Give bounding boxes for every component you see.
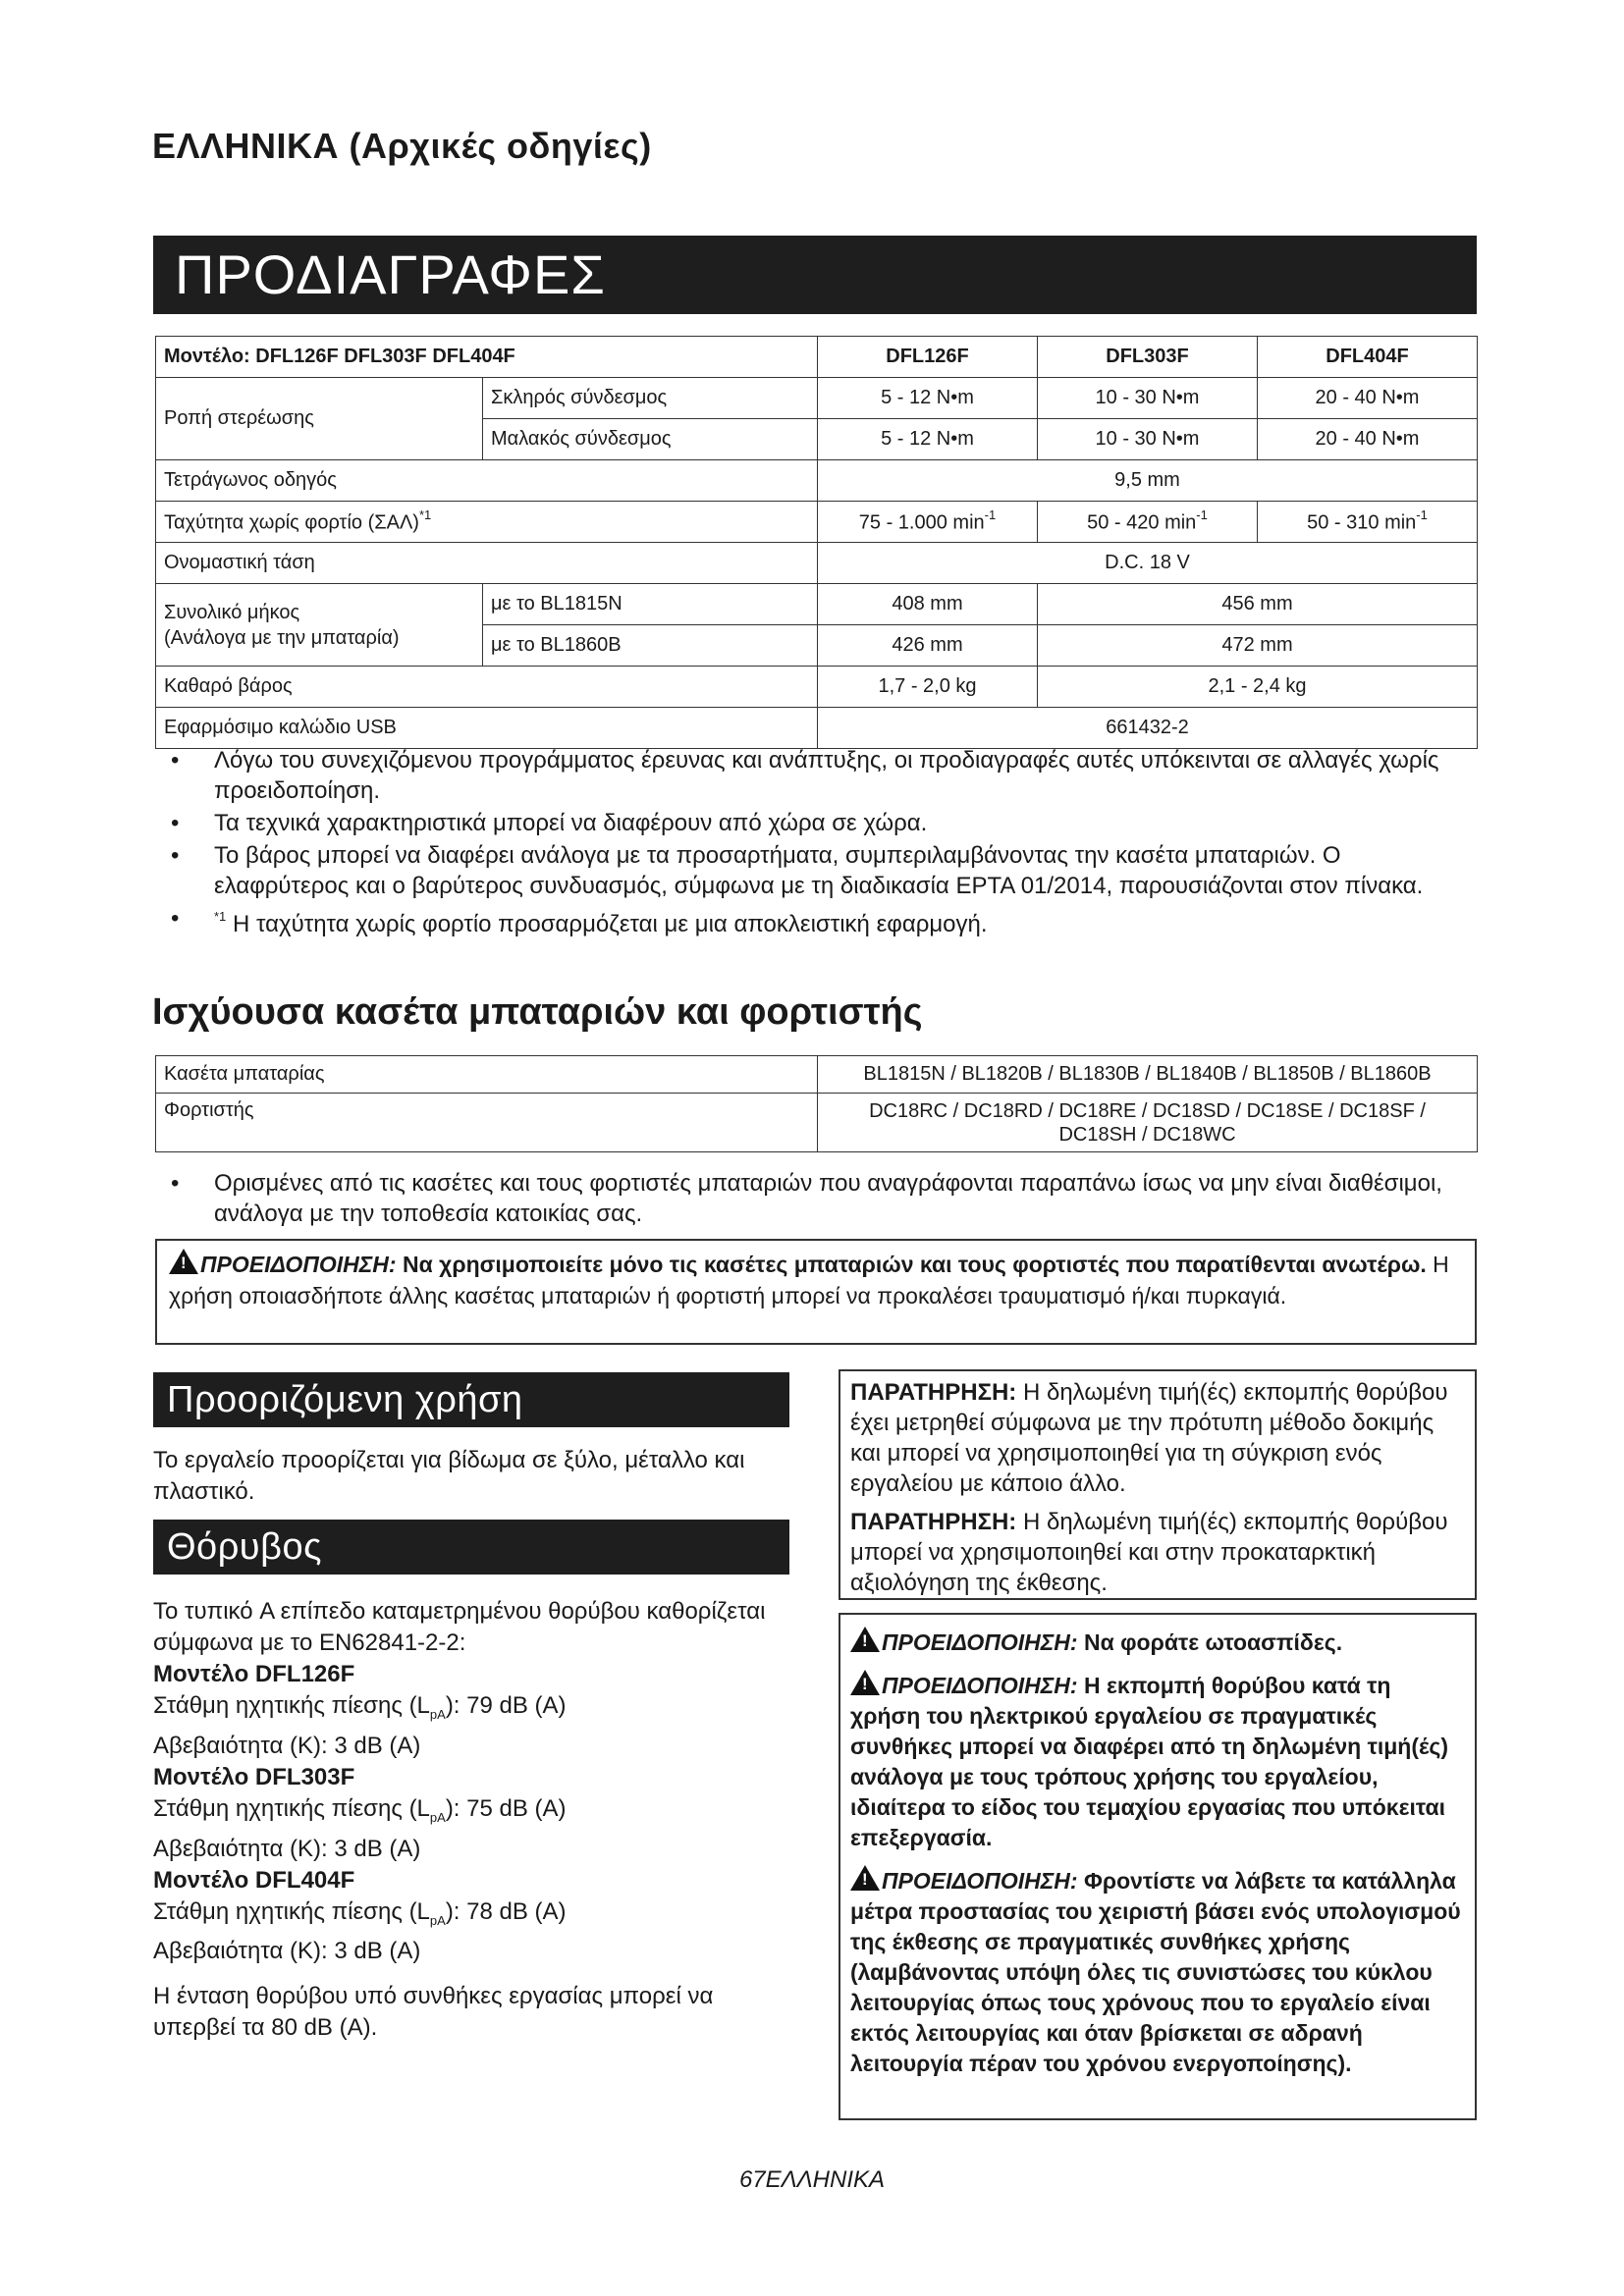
noise-section [153,1520,789,2044]
net-weight-label: Καθαρό βάρος [156,667,818,708]
footer-language: ΕΛΛΗΝΙΚΑ [765,2166,886,2193]
noise-uncertainty: Αβεβαιότητα (K): 3 dB (A) [153,1732,421,1759]
torque-label: Ροπή στερέωσης [156,378,483,460]
overall-length-label: Συνολικό μήκος (Ανάλογα με την μπαταρία) [156,584,483,667]
spec-value: 5 - 12 N•m [818,419,1038,460]
soft-joint-label: Μαλακός σύνδεσμος [483,419,818,460]
noise-model-name: Μοντέλο DFL404F [153,1866,355,1894]
battery-warning-box: !ΠΡΟΕΙΔΟΠΟΙΗΣΗ: Να χρησιμοποιείτε μόνο τις κασέτες μπαταριών και τους φορτιστές που παρατίθενται ανωτέρω. Η χρήση οποιασδήποτε άλλης κασέτας μπαταριών ή φορτιστή μπορεί να προκαλέσει τραυματισμό ή/και πυρκαγιά. [155,1239,1477,1345]
noise-warnings-box [839,1613,1477,2120]
intended-use-title: Προοριζόμενη χρήση [153,1372,789,1427]
spec-value: 50 - 310 $\min^{-1}$ [1258,502,1478,543]
note-paragraph: ΠΑΡΑΤΗΡΗΣΗ: Η δηλωμένη τιμή(ές) εκπομπής θορύβου μπορεί να χρησιμοποιηθεί και στην προκαταρκτική αξιολόγηση της έκθεσης. [850,1509,1448,1596]
spec-row-torque-hard [156,378,1478,419]
page-footer [0,2166,1624,2194]
model-name: DFL404F [1258,337,1478,378]
spec-value: 75 - 1.000 $\min^{-1}$ [818,502,1038,543]
charger-row [156,1094,1478,1152]
length-battery-label: με το BL1815N [483,584,818,625]
battery-section-title: Ισχύουσα κασέτα μπαταριών και φορτιστής [152,991,923,1033]
spec-row-net-weight [156,667,1478,708]
intended-use-text: Το εργαλείο προορίζεται για βίδωμα σε ξύλο, μέταλλο και πλαστικό. [153,1447,745,1505]
charger-label: Φορτιστής [156,1094,818,1152]
noise-title: Θόρυβος [153,1520,789,1575]
spec-value: 661432-2 [818,708,1478,749]
warning-triangle-icon [850,1865,880,1891]
spec-note: • $^{*1}$ Η ταχύτητα χωρίς φορτίο προσαρμόζεται με μια αποκλειστική εφαρμογή. [155,903,1481,939]
noise-model-name: Μοντέλο DFL303F [153,1763,355,1790]
spec-row-no-load-speed [156,502,1478,543]
spec-value: 472 mm [1038,625,1478,667]
warning-bold-text: Να χρησιμοποιείτε μόνο τις κασέτες μπαταριών και τους φορτιστές που παρατίθενται ανωτέρω. [402,1252,1427,1277]
battery-row [156,1056,1478,1094]
spec-value: 10 - 30 N•m [1038,419,1258,460]
language-title: ΕΛΛΗΝΙΚΑ (Αρχικές οδηγίες) [152,126,652,166]
spec-note: • Τα τεχνικά χαρακτηριστικά μπορεί να διαφέρουν από χώρα σε χώρα. [155,808,1481,838]
spec-note: • Το βάρος μπορεί να διαφέρει ανάλογα με τα προσαρτήματα, συμπεριλαμβάνοντας την κασέτα μπαταριών. Ο ελαφρύτερος και ο βαρύτερος συνδυασμός, σύμφωνα με τη διαδικασία EPTA 01/2014, παρουσιάζονται στον πίνακα. [155,840,1481,901]
model-name: DFL126F [818,337,1038,378]
length-battery-label: με το BL1860B [483,625,818,667]
battery-note: • Ορισμένες από τις κασέτες και τους φορτιστές μπαταριών που αναγράφονται παραπάνω ίσως να μην είναι διαθέσιμοι, ανάλογα με την τοποθεσία κατοικίας σας. [155,1168,1481,1229]
spec-value: 1,7 - 2,0 kg [818,667,1038,708]
spec-value: 426 mm [818,625,1038,667]
rated-voltage-label: Ονομαστική τάση [156,543,818,584]
charger-value: DC18RC / DC18RD / DC18RE / DC18SD / DC18SE / DC18SF / DC18SH / DC18WC [818,1094,1478,1152]
page-number: 67 [738,2166,766,2193]
spec-row-square-drive [156,460,1478,502]
notes-box [839,1369,1477,1600]
noise-warning: !ΠΡΟΕΙΔΟΠΟΙΗΣΗ: Φροντίστε να λάβετε τα κατάλληλα μέτρα προστασίας του χειριστή βάσει ενός υπολογισμού της έκθεσης σε πραγματικές συνθήκες χρήσης (λαμβάνοντας υπόψη όλες τις συνιστώσες του κύκλου λειτουργίας όπως τους χρόνους που το εργαλείο είναι εκτός λειτουργίας και όταν βρίσκεται σε αδρανή λειτουργία πέραν του χρόνου ενεργοποίησης). [850,1865,1465,2079]
spec-value: D.C. 18 V [818,543,1478,584]
spec-value: 20 - 40 N•m [1258,378,1478,419]
noise-pressure: Στάθμη ηχητικής πίεσης $(L_{pA})$: 78 dB (A) [153,1897,567,1928]
note-paragraph: ΠΑΡΑΤΗΡΗΣΗ: Η δηλωμένη τιμή(ές) εκπομπής θορύβου έχει μετρηθεί σύμφωνα με την πρότυπη μέθοδο δοκιμής και μπορεί να χρησιμοποιηθεί για τη σύγκριση ενός εργαλείου με κάποιο άλλο. [850,1379,1448,1497]
warning-text: Η χρήση οποιασδήποτε άλλης κασέτας μπαταριών ή φορτιστή μπορεί να προκαλέσει τραυματισμό ή/και πυρκαγιά. [169,1252,1449,1308]
spec-row-length-bl1815n [156,584,1478,625]
spec-value: 9,5 mm [818,460,1478,502]
noise-warning: !ΠΡΟΕΙΔΟΠΟΙΗΣΗ: Να φοράτε ωτοασπίδες. [850,1627,1465,1658]
warning-triangle-icon [169,1249,198,1274]
spec-value: 50 - 420 $\min^{-1}$ [1038,502,1258,543]
spec-value: 5 - 12 N•m [818,378,1038,419]
warning-triangle-icon [850,1627,880,1652]
intended-use-section [153,1372,789,1508]
spec-note: • Λόγω του συνεχιζόμενου προγράμματος έρευνας και ανάπτυξης, οι προδιαγραφές αυτές υπόκεινται σε αλλαγές χωρίς προειδοποίηση. [155,745,1481,806]
usb-cable-label: Εφαρμόσιμο καλώδιο USB [156,708,818,749]
noise-pressure: Στάθμη ηχητικής πίεσης $(L_{pA})$: 75 dB (A) [153,1794,567,1825]
spec-row-usb-cable [156,708,1478,749]
noise-closing: Η ένταση θορύβου υπό συνθήκες εργασίας μπορεί να υπερβεί τα 80 dB (A). [153,1983,714,2042]
battery-label: Κασέτα μπαταρίας [156,1056,818,1094]
noise-intro: Το τυπικό A επίπεδο καταμετρημένου θορύβου καθορίζεται σύμφωνα με το EN62841-2-2: [153,1598,766,1656]
specifications-banner: ΠΡΟΔΙΑΓΡΑΦΕΣ [153,236,1477,314]
noise-uncertainty: Αβεβαιότητα (K): 3 dB (A) [153,1835,421,1862]
battery-value: BL1815N / BL1820B / BL1830B / BL1840B / BL1850B / BL1860B [818,1056,1478,1094]
hard-joint-label: Σκληρός σύνδεσμος [483,378,818,419]
spec-notes [155,745,1481,941]
noise-uncertainty: Αβεβαιότητα (K): 3 dB (A) [153,1938,421,1965]
specifications-table [155,336,1478,749]
spec-value: 10 - 30 N•m [1038,378,1258,419]
battery-table [155,1055,1478,1152]
square-drive-label: Τετράγωνος οδηγός [156,460,818,502]
spec-value: 20 - 40 N•m [1258,419,1478,460]
warning-triangle-icon [850,1670,880,1695]
spec-value: 2,1 - 2,4 kg [1038,667,1478,708]
spec-row-model [156,337,1478,378]
model-name: DFL303F [1038,337,1258,378]
spec-value: 456 mm [1038,584,1478,625]
model-label-cell: Μοντέλο: DFL126F DFL303F DFL404F [156,337,818,378]
battery-notes [155,1168,1481,1231]
noise-model-name: Μοντέλο DFL126F [153,1661,355,1687]
spec-row-rated-voltage [156,543,1478,584]
model-list: DFL126F DFL303F DFL404F [249,346,515,367]
no-load-speed-label: Ταχύτητα χωρίς φορτίο $(\Sigma A\Lambda)^{*1}$ [156,502,818,543]
spec-value: 408 mm [818,584,1038,625]
noise-warning: !ΠΡΟΕΙΔΟΠΟΙΗΣΗ: Η εκπομπή θορύβου κατά τη χρήση του ηλεκτρικού εργαλείου σε πραγματικές συνθήκες μπορεί να διαφέρει από τη δηλωμένη τιμή(ές) ανάλογα με τους τρόπους χρήσης του εργαλείου, ιδιαίτερα το είδος του τεμαχίου εργασίας που υπόκειται επεξεργασία. [850,1670,1465,1853]
noise-pressure: Στάθμη ηχητικής πίεσης $(L_{pA})$: 79 dB (A) [153,1692,567,1722]
